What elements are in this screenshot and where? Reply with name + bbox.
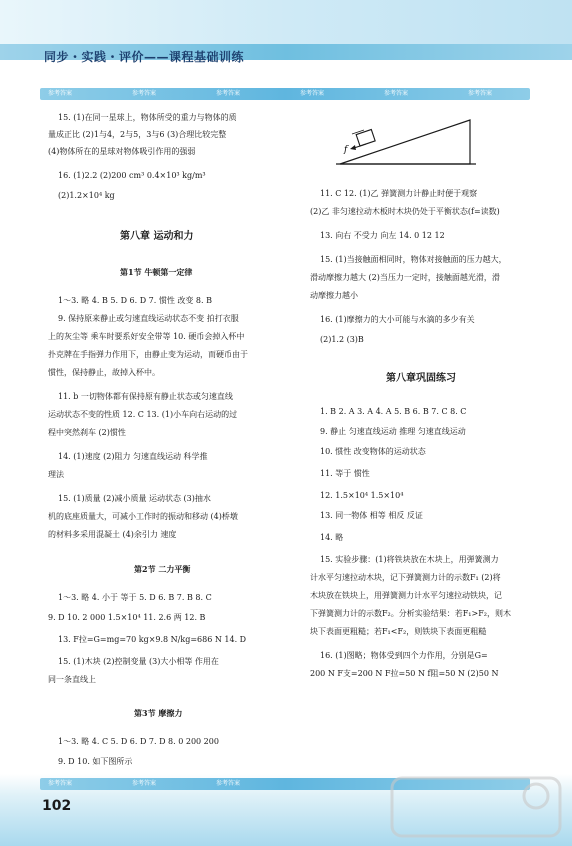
strip-label: 参考答案 xyxy=(384,90,409,97)
text-line: 1～3. 略 4. C 5. D 6. D 7. D 8. 0 200 200 xyxy=(58,737,219,746)
left-column xyxy=(48,112,288,772)
text-line: 14. (1)速度 (2)阻力 匀速直线运动 科学推 xyxy=(58,452,208,461)
strip-label: 参考答案 xyxy=(468,90,493,97)
strip-label: 参考答案 xyxy=(48,90,73,97)
text-line: 动摩擦力越小 xyxy=(310,291,358,300)
text-line: 15. (1)木块 (2)控制变量 (3)大小相等 作用在 xyxy=(58,657,219,666)
page-number: 102 xyxy=(42,798,72,814)
text-line: 同一条直线上 xyxy=(48,675,96,684)
answer-strip-top xyxy=(40,88,530,100)
text-line: (2)1.2×10⁴ kg xyxy=(58,191,115,200)
text-line: 13. F拉=G=mg=70 kg×9.8 N/kg=686 N 14. D xyxy=(58,635,247,644)
strip-label: 参考答案 xyxy=(132,780,157,787)
text-line: 15. (1)当接触面相同时，物体对接触面的压力越大， xyxy=(320,255,507,264)
text-line: (2)1.2 (3)B xyxy=(320,335,364,344)
text-line: 滑动摩擦力越大 (2)当压力一定时，接触面越光滑，滑 xyxy=(310,273,500,282)
text-line: 木块放在铁块上，用弹簧测力计水平匀速拉动铁块，记 xyxy=(310,591,502,600)
text-line: 15. 实验步骤：(1)将铁块放在木块上，用弹簧测力 xyxy=(320,555,499,564)
text-line: 扑克牌在手指弹力作用下，由静止变为运动，而硬币由于 xyxy=(48,350,248,359)
strip-label: 参考答案 xyxy=(216,90,241,97)
text-line: 上的灰尘等 乘车时要系好安全带等 10. 硬币会掉入杯中 xyxy=(48,332,245,341)
text-line: 16. (1)摩擦力的大小可能与水滴的多少有关 xyxy=(320,315,475,324)
series-title: 同步・实践・评价——课程基础训练 xyxy=(44,50,245,64)
text-line: 1. B 2. A 3. A 4. A 5. B 6. B 7. C 8. C xyxy=(320,407,467,416)
strip-label: 参考答案 xyxy=(48,780,73,787)
text-line: 块下表面更粗糙；若F₁<F₂，则铁块下表面更粗糙 xyxy=(310,627,487,636)
text-line: 16. (1)图略；物体受到四个力作用，分别是G= xyxy=(320,651,488,660)
text-line: 运动状态不变的性质 12. C 13. (1)小车向右运动的过 xyxy=(48,410,238,419)
right-column xyxy=(310,188,560,768)
watermark-logo xyxy=(386,772,566,842)
text-line: 1～3. 略 4. B 5. D 6. D 7. 惯性 改变 8. B xyxy=(58,296,212,305)
text-line: (4)物体所在的星球对物体吸引作用的强弱 xyxy=(48,147,196,156)
text-line: 下弹簧测力计的示数F₂。分析实验结果：若F₁>F₂，则木 xyxy=(310,609,511,618)
section-title: 第3节 摩擦力 xyxy=(134,708,183,718)
text-line: 12. 1.5×10⁴ 1.5×10⁴ xyxy=(320,491,404,500)
text-line: 13. 向右 不受力 向左 14. 0 12 12 xyxy=(320,231,445,240)
text-line: 11. 等于 惯性 xyxy=(320,469,370,478)
strip-label: 参考答案 xyxy=(300,90,325,97)
text-line: 13. 同一物体 相等 相反 反证 xyxy=(320,511,423,520)
text-line: 程中突然刹车 (2)惯性 xyxy=(48,428,126,437)
text-line: 9. 静止 匀速直线运动 推理 匀速直线运动 xyxy=(320,427,466,436)
text-line: 机的底座质量大，可减小工作时的振动和移动 (4)桥墩 xyxy=(48,512,238,521)
friction-label: f xyxy=(344,145,348,155)
text-line: 10. 惯性 改变物体的运动状态 xyxy=(320,447,426,456)
text-line: 量成正比 (2)1与4，2与5，3与6 (3)合理比较完整 xyxy=(48,130,227,139)
text-line: (2)乙 非匀速拉动木板时木块仍处于平衡状态(f=读数) xyxy=(310,207,500,216)
text-line: 15. (1)在同一星球上，物体所受的重力与物体的质 xyxy=(58,113,237,122)
text-line: 16. (1)2.2 (2)200 cm³ 0.4×10³ kg/m³ xyxy=(58,171,206,180)
strip-label: 参考答案 xyxy=(132,90,157,97)
text-line: 1～3. 略 4. 小于 等于 5. D 6. B 7. B 8. C xyxy=(58,593,212,602)
text-line: 9. D 10. 2 000 1.5×10⁴ 11. 2.6 两 12. B xyxy=(48,613,206,622)
chapter-title: 第八章 运动和力 xyxy=(120,231,194,242)
text-line: 200 N F支=200 N F拉=50 N f阻=50 N (2)50 N xyxy=(310,669,499,678)
text-line: 9. D 10. 如下图所示 xyxy=(58,757,133,766)
text-line: 9. 保持原来静止或匀速直线运动状态不变 拍打衣服 xyxy=(58,314,239,323)
strip-label: 参考答案 xyxy=(216,780,241,787)
text-line: 惯性，保持静止，故掉入杯中。 xyxy=(48,368,160,377)
section-title: 第2节 二力平衡 xyxy=(134,564,191,574)
text-line: 15. (1)质量 (2)减小质量 运动状态 (3)抽水 xyxy=(58,494,211,503)
text-line: 11. C 12. (1)乙 弹簧测力计静止时便于观察 xyxy=(320,189,478,198)
friction-arrowhead xyxy=(350,145,356,150)
text-line: 的材料多采用混凝土 (4)余引力 速度 xyxy=(48,530,177,539)
text-line: 11. b 一切物体都有保持原有静止状态或匀速直线 xyxy=(58,392,233,401)
incline-figure xyxy=(330,112,480,168)
text-line: 理法 xyxy=(48,470,64,479)
text-line: 计水平匀速拉动木块，记下弹簧测力计的示数F₁ (2)将 xyxy=(310,573,501,582)
review-title: 第八章巩固练习 xyxy=(386,373,456,384)
section-title: 第1节 牛顿第一定律 xyxy=(120,267,193,277)
text-line: 14. 略 xyxy=(320,533,344,542)
